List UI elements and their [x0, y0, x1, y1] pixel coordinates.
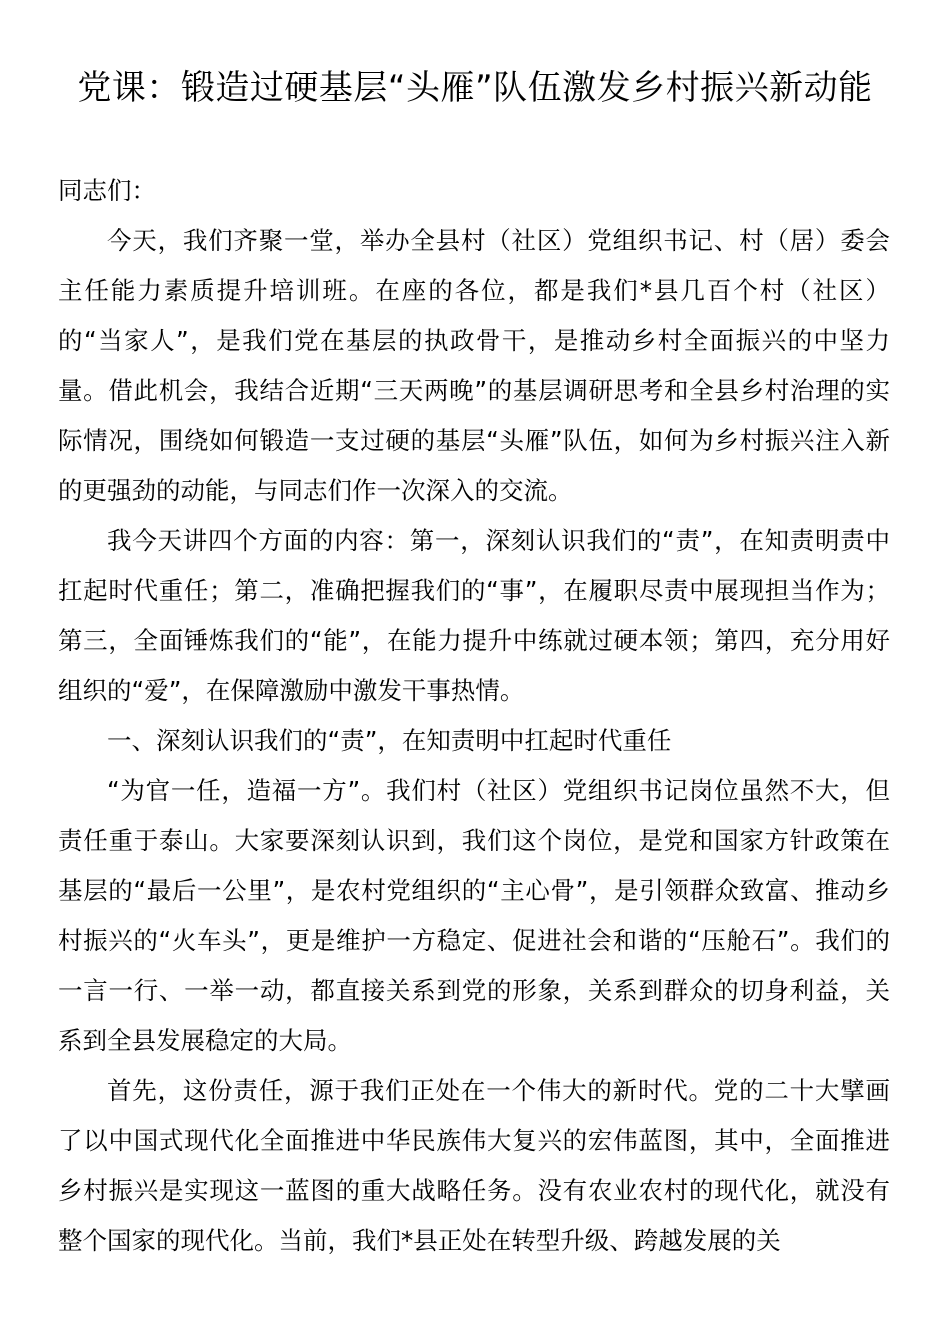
- section-heading: 一、深刻认识我们的“责”，在知责明中扛起时代重任: [107, 726, 672, 755]
- document-title: 党课：锻造过硬基层“头雁”队伍激发乡村振兴新动能: [77, 68, 873, 108]
- body-paragraph: “为官一任，造福一方”。我们村（社区）党组织书记岗位虽然不大，但责任重于泰山。大家要深刻认识到，我们这个岗位，是党和国家方针政策在基层的“最后一公里”，是农村党组织的“主心骨”，是引领群众致富、推动乡村振兴的“火车头”，更是维护一方稳定、促进社会和谐的“压舱石”。我们的一言一行、一举一动，都直接关系到党的形象，关系到群众的切身利益，关系到全县发展稳定的大局。: [58, 776, 890, 1055]
- body-paragraph: 首先，这份责任，源于我们正处在一个伟大的新时代。党的二十大擘画了以中国式现代化全面推进中华民族伟大复兴的宏伟蓝图，其中，全面推进乡村振兴是实现这一蓝图的重大战略任务。没有农业农村的现代化，就没有整个国家的现代化。当前，我们*县正处在转型升级、跨越发展的关: [58, 1076, 890, 1255]
- body-paragraph: 今天，我们齐聚一堂，举办全县村（社区）党组织书记、村（居）委会主任能力素质提升培训班。在座的各位，都是我们*县几百个村（社区）的“当家人”，是我们党在基层的执政骨干，是推动乡村全面振兴的中坚力量。借此机会，我结合近期“三天两晚”的基层调研思考和全县乡村治理的实际情况，围绕如何锻造一支过硬的基层“头雁”队伍，如何为乡村振兴注入新的更强劲的动能，与同志们作一次深入的交流。: [58, 226, 890, 505]
- salutation: 同志们：: [58, 176, 156, 205]
- body-paragraph: 我今天讲四个方面的内容：第一，深刻认识我们的“责”，在知责明责中扛起时代重任；第二，准确把握我们的“事”，在履职尽责中展现担当作为；第三，全面锤炼我们的“能”，在能力提升中练就过硬本领；第四，充分用好组织的“爱”，在保障激励中激发干事热情。: [58, 526, 890, 705]
- document-body: [58, 166, 890, 1266]
